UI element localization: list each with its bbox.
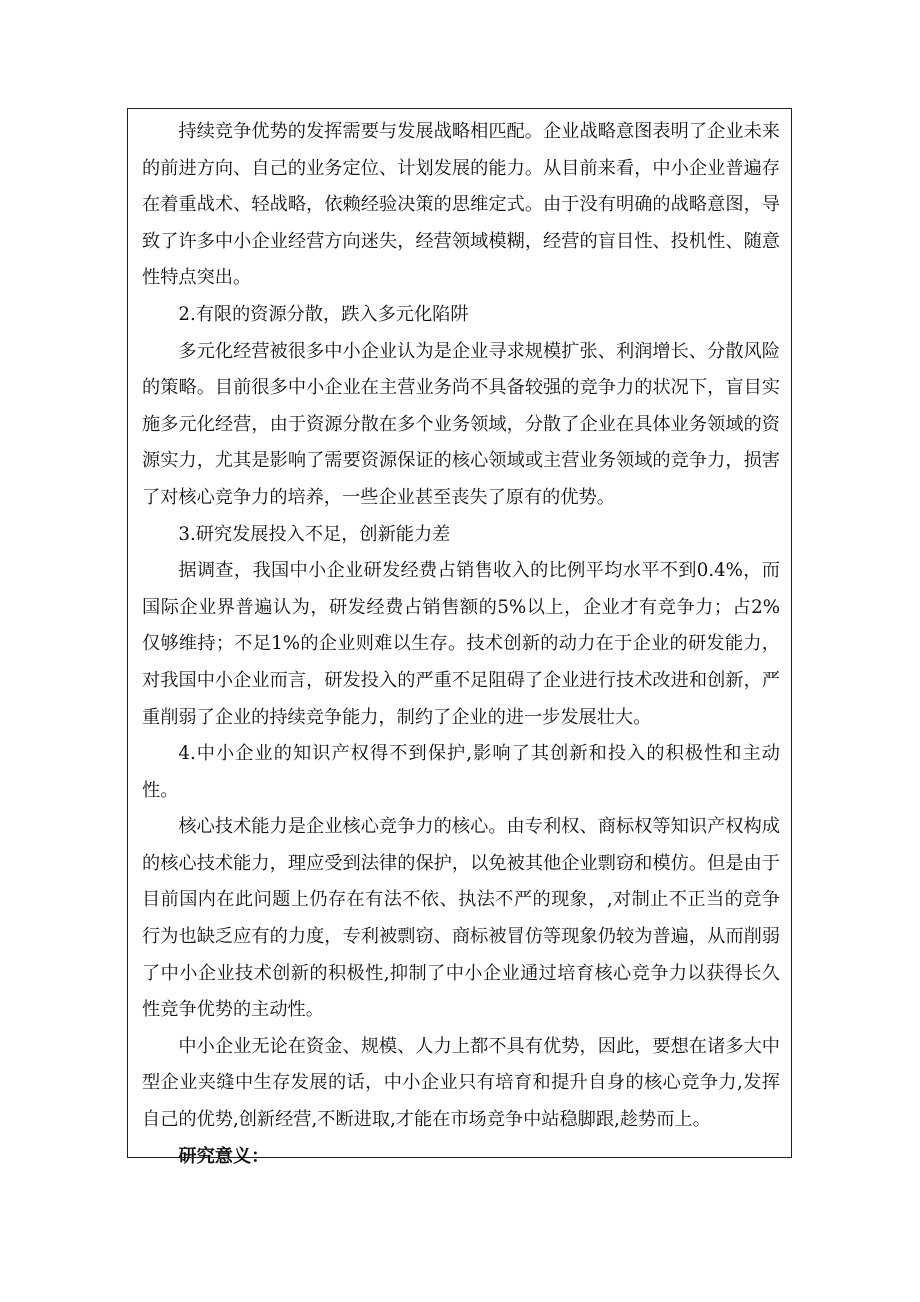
- research-significance-heading: 研究意义：: [178, 1145, 270, 1167]
- table-cell-frame: [127, 108, 792, 1167]
- paragraph-ip: 核心技术能力是企业核心竞争力的核心。由专利权、商标权等知识产权构成的核心技术能力，理应受到法律的保护，以免被其他企业剽窃和模仿。但是由于目前国内在此问题上仍存在有法不依、执法不严的现象，,对制止不正当的竞争行为也缺乏应有的力度，专利被剽窃、商标被冒仿等现象仍较为普遍，从而削弱了中小企业技术创新的积极性,抑制了中小企业通过培育核心竞争力以获得长久性竞争优势的主动性。: [142, 816, 780, 1021]
- section-heading-2: 2.有限的资源分散，跌入多元化陷阱: [178, 303, 469, 325]
- paragraph-rnd: 据调查，我国中小企业研发经费占销售收入的比例平均水平不到0.4%，而国际企业界普遍认为，研发经费占销售额的5%以上，企业才有竞争力；占2%仅够维持；不足1%的企业则难以生存。技术创新的动力在于企业的研发能力，对我国中小企业而言，研发投入的严重不足阻碍了企业进行技术改进和创新，严重削弱了企业的持续竞争能力，制约了企业的进一步发展壮大。: [142, 560, 780, 728]
- section-heading-3: 3.研究发展投入不足，创新能力差: [178, 523, 451, 545]
- paragraph-conclusion: 中小企业无论在资金、规模、人力上都不具有优势，因此，要想在诸多大中型企业夹缝中生存发展的话，中小企业只有培育和提升自身的核心竞争力,发挥自己的优势,创新经营,不断进取,才能在市场竞争中站稳脚跟,趁势而上。: [142, 1035, 780, 1131]
- section-heading-4: 4.中小企业的知识产权得不到保护,影响了其创新和投入的积极性和主动性。: [142, 743, 780, 801]
- paragraph-strategy: 持续竞争优势的发挥需要与发展战略相匹配。企业战略意图表明了企业未来的前进方向、自己的业务定位、计划发展的能力。从目前来看，中小企业普遍存在着重战术、轻战略，依赖经验决策的思维定式。由于没有明确的战略意图，导致了许多中小企业经营方向迷失，经营领域模糊，经营的盲目性、投机性、随意性特点突出。: [142, 121, 780, 289]
- paragraph-diversification: 多元化经营被很多中小企业认为是企业寻求规模扩张、利润增长、分散风险的策略。目前很多中小企业在主营业务尚不具备较强的竞争力的状况下，盲目实施多元化经营，由于资源分散在多个业务领域，分散了企业在具体业务领域的资源实力，尤其是影响了需要资源保证的核心领域或主营业务领域的竞争力，损害了对核心竞争力的培养，一些企业甚至丧失了原有的优势。: [142, 340, 780, 508]
- body-text: [142, 114, 780, 1175]
